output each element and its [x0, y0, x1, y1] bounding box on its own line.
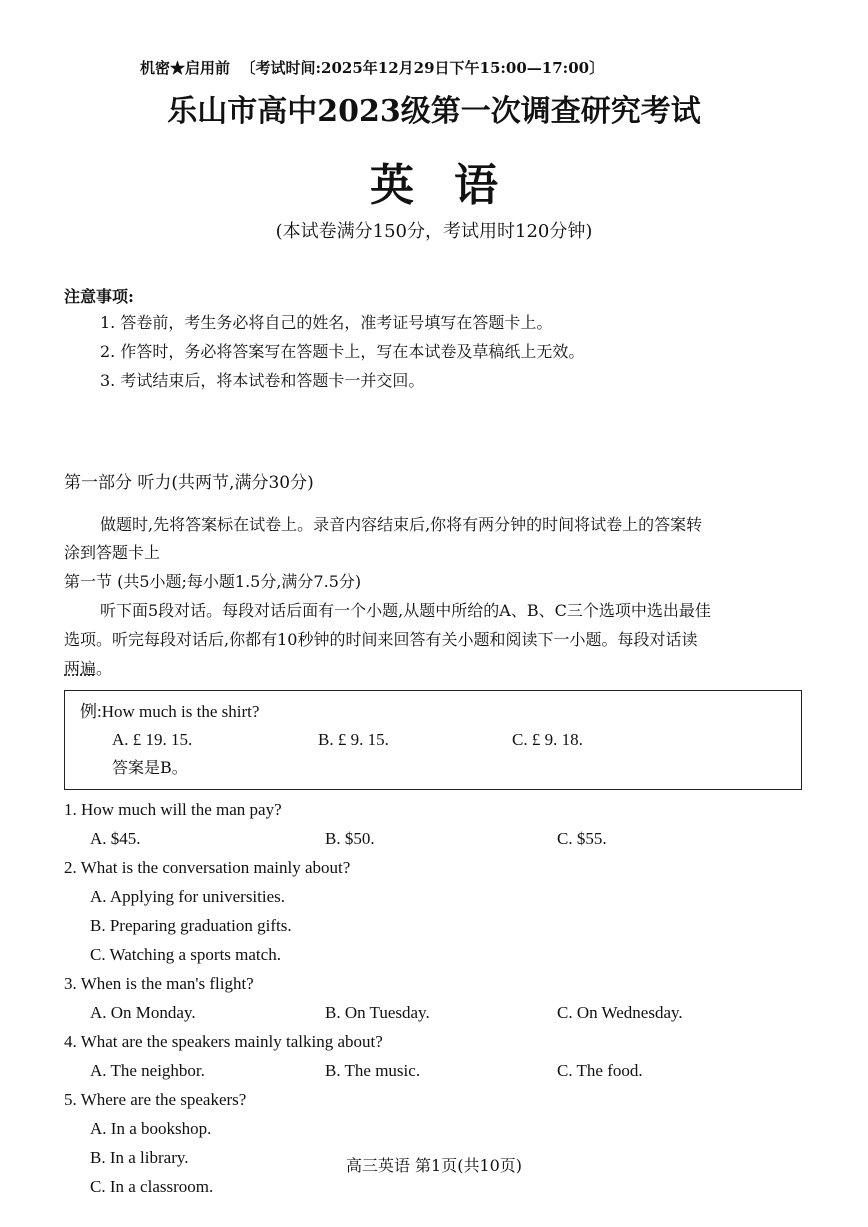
question-stem: 4. What are the speakers mainly talking about?: [64, 1032, 383, 1051]
answer-option: C. The food.: [557, 1061, 643, 1080]
example-option: A. £ 19. 15.: [112, 730, 193, 749]
section1-instructions: 选项。听完每段对话后,你都有10秒钟的时间来回答有关小题和阅读下一小题。每段对话读: [64, 630, 698, 649]
answer-option: C. On Wednesday.: [557, 1003, 683, 1022]
example-option: B. £ 9. 15.: [318, 730, 389, 749]
part1-heading: 第一部分 听力(共两节,满分30分): [64, 473, 314, 493]
question-stem: 2. What is the conversation mainly about?: [64, 858, 351, 877]
exam-time: 〔考试时间:2025年12月29日下午15:00—17:00〕: [240, 59, 605, 77]
exam-subtitle: (本试卷满分150分，考试用时120分钟): [275, 221, 593, 242]
notice-heading: 注意事项:: [64, 287, 134, 306]
example-answer: 答案是B。: [112, 758, 188, 777]
emphasis-text: 两遍: [64, 659, 97, 678]
notice-item: 2. 作答时，务必将答案写在答题卡上，写在本试卷及草稿纸上无效。: [100, 342, 585, 361]
notice-item: 3. 考试结束后，将本试卷和答题卡一并交回。: [100, 371, 425, 390]
question-stem: 3. When is the man's flight?: [64, 974, 254, 993]
answer-option: B. In a library.: [90, 1148, 189, 1167]
example-option: C. £ 9. 18.: [512, 730, 583, 749]
answer-option: B. On Tuesday.: [325, 1003, 430, 1022]
section1-heading: 第一节 (共5小题;每小题1.5分,满分7.5分): [64, 572, 362, 591]
answer-option: C. Watching a sports match.: [90, 945, 281, 964]
section1-instructions: [64, 659, 112, 679]
notice-item: 1. 答卷前，考生务必将自己的姓名，准考证号填写在答题卡上。: [100, 313, 553, 332]
answer-option: B. Preparing graduation gifts.: [90, 916, 292, 935]
answer-option: A. The neighbor.: [90, 1061, 205, 1080]
period: 。: [96, 659, 113, 678]
answer-option: C. $55.: [557, 829, 607, 848]
answer-option: A. $45.: [90, 829, 141, 848]
answer-option: A. In a bookshop.: [90, 1119, 212, 1138]
answer-option: B. The music.: [325, 1061, 421, 1080]
question-stem: 1. How much will the man pay?: [64, 800, 282, 819]
question-stem: 5. Where are the speakers?: [64, 1090, 247, 1109]
exam-title: 乐山市高中2023级第一次调查研究考试: [167, 94, 701, 129]
answer-option: C. In a classroom.: [90, 1177, 214, 1196]
answer-option: B. $50.: [325, 829, 375, 848]
section1-instructions: 听下面5段对话。每段对话后面有一个小题,从题中所给的A、B、C三个选项中选出最佳: [100, 601, 711, 620]
subject-title: 英语: [370, 160, 538, 211]
answer-option: A. On Monday.: [90, 1003, 196, 1022]
confidential-label: 机密★启用前: [140, 59, 231, 77]
answer-option: A. Applying for universities.: [90, 887, 286, 906]
page-footer: 高三英语 第1页(共10页): [345, 1156, 523, 1175]
part1-intro: 做题时,先将答案标在试卷上。录音内容结束后,你将有两分钟的时间将试卷上的答案转: [100, 515, 703, 534]
part1-intro: 涂到答题卡上: [64, 543, 161, 562]
example-question: 例:How much is the shirt?: [80, 702, 260, 721]
exam-header: [140, 58, 604, 78]
